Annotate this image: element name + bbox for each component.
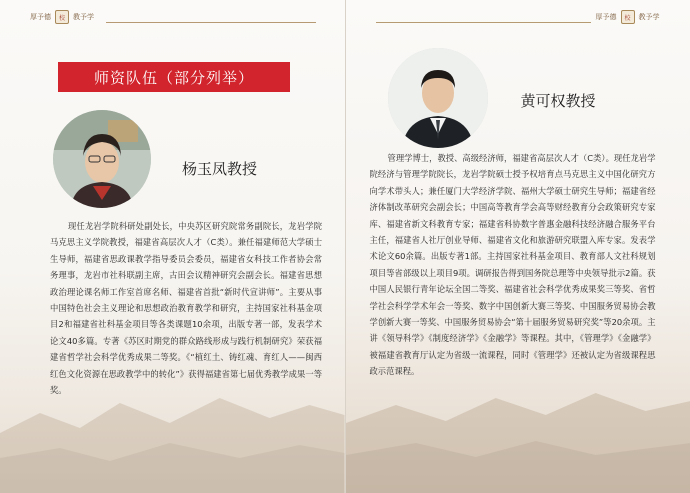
right-page [346,0,690,493]
scenery-illustration [0,343,345,493]
profile-name-2: 黄可权教授 [520,92,596,110]
header-motto-left-2: 教予学 [73,13,94,21]
portrait-huang-kequan [388,48,488,148]
header-motto-right-2: 教予学 [638,13,660,21]
header-motto-left: 厚予德 [30,13,51,21]
section-title: 师资队伍（部分列举） [58,62,290,92]
header-motto-right: 厚予德 [595,13,617,21]
scenery-illustration-right [346,343,690,493]
header-rule-right [376,22,591,23]
school-seal-icon: 校 [55,10,69,24]
profile-bio-1: 现任龙岩学院科研处副处长，中央苏区研究院常务副院长，龙岩学院马克思主义学院教授，福建省高层次人才（C类）。兼任福建师范大学硕士生导师，福建省思政课教学指导委员会委员，福建省女科技工作者协会常务理事，龙岩市社科联副主席，古田会议精神研究会副会长。福建省思想政治理论课名师工作室首席名师、福建省首批“新时代宣讲师”。主要从事中国特色社会主义理论和思想政治教育教学和研究，主持国家社科基金项目2和福建省社科基金项目等各类课题10余项，出版专著一部，发表学术论文40多篇。专著《苏区时期党的群众路线形成与践行机制研究》荣获福建省哲学社会科学优秀成果二等奖。《“植红土、铸红魂、育红人——闽西红色文化资源在思政教学中的转化”》获得福建省第七届优秀教学成果一等奖。 [50,221,322,396]
portrait-yang-yufeng [53,110,151,208]
left-page-header [30,9,94,25]
right-page-header [596,9,660,25]
header-rule [106,22,316,23]
school-seal-icon-right: 校 [621,10,635,24]
profile-bio-2: 管理学博士，教授、高级经济师，福建省高层次人才（C类）。现任龙岩学院经济与管理学院院长，龙岩学院硕士授予权培育点马克思主义中国化研究方向学术带头人；兼任厦门大学经济学院、福州大学硕士研究生导师；福建省经济体制改革研究会副会长；中国高等教育学会高等财经教育分会政策研究专家库、福建省新文科教育专家；福建省科协数字普惠金融科技经济融合服务平台主任，福建省人社厅创业导师、福建省文化和旅游研究联盟入库专家。发表学术论文60余篇。出版专著1部。主持国家社科基金项目、教育部人文社科规划项目等省部级以上项目9项。调研报告得到国务院总理等中央领导批示2篇。获中国人民银行青年论坛全国二等奖、福建省社会科学优秀成果奖三等奖、省哲学社会科学学术年会一等奖、数字中国创新大赛三等奖、中国服务贸易协会教学创新大赛一等奖、中国服务贸易协会“第十届服务贸易研究奖”等20余项。主讲《领导科学》《制度经济学》《金融学》等课程。其中，《管理学》《金融学》被福建省教育厅认定为省级一流课程，同时《管理学》还被认定为省级课程思政示范课程。 [369,153,656,377]
profile-name-1: 杨玉凤教授 [182,160,258,178]
